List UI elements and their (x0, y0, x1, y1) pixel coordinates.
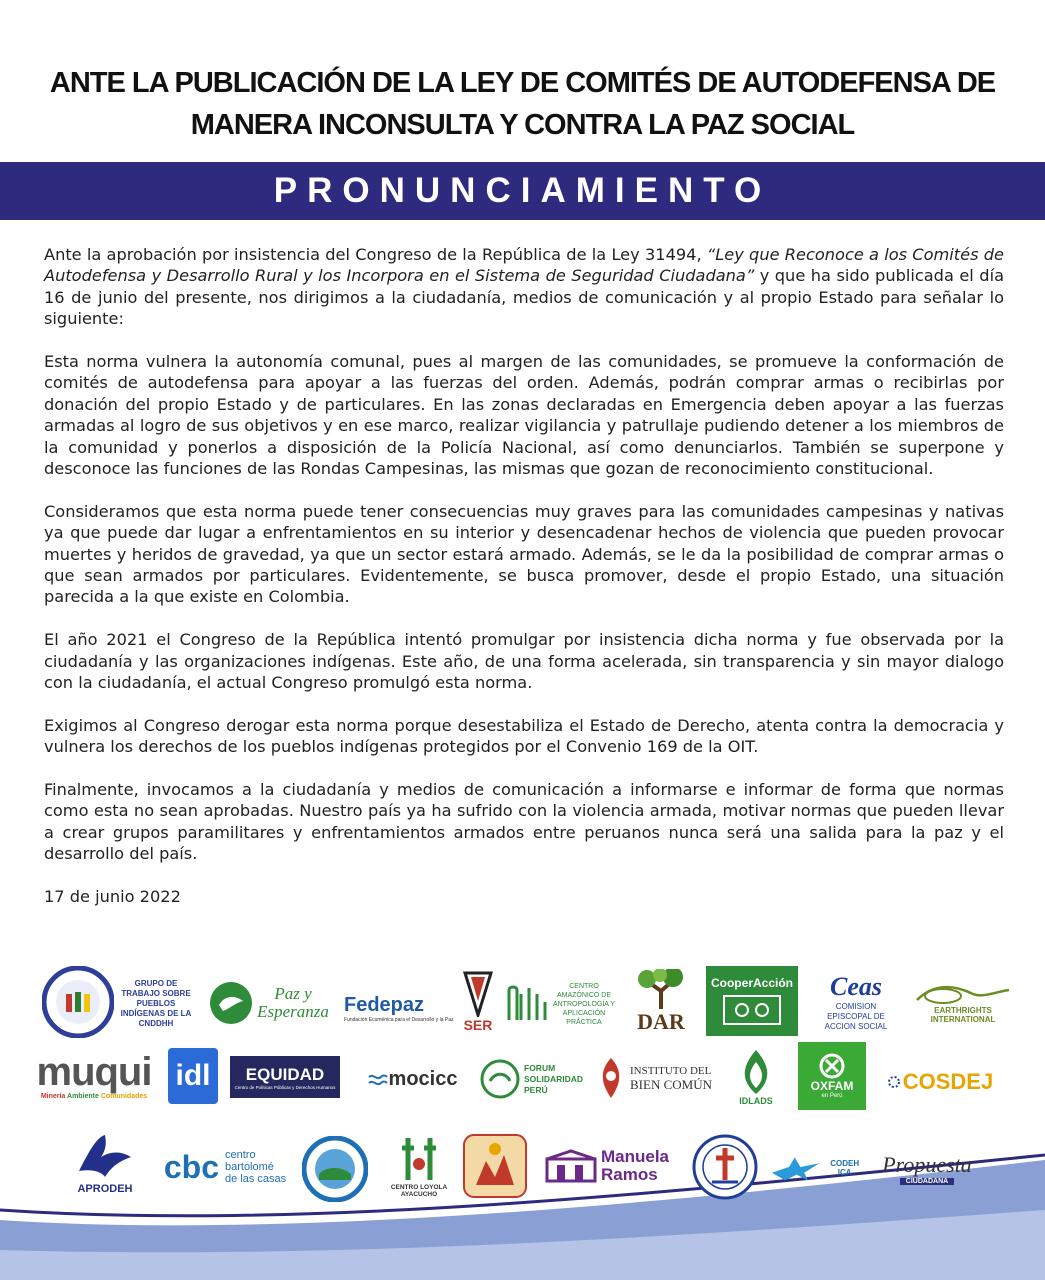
derechos-humanos-puno-seal (300, 1134, 370, 1204)
ceas-logo (810, 970, 902, 1034)
earthrights-text: EARTHRIGHTS INTERNATIONAL (930, 1006, 996, 1024)
ibc-line-2: BIEN COMÚN (630, 1077, 712, 1092)
muqui-ambiente: Ambiente (67, 1092, 99, 1100)
ceas-text: Ceas (830, 972, 882, 1001)
law-title: “Ley que Reconoce a los Comités de Autodefensa y Desarrollo Rural y los Incorpora en el Sistema de Seguridad Ciudadana” (44, 245, 1004, 286)
cooperaccion-text: CooperAcción (710, 976, 793, 990)
title-line-1: ANTE LA PUBLICACIÓN DE LA LEY DE COMITÉS DE AUTODEFENSA DE (49, 67, 996, 99)
grupo-trabajo-label (116, 978, 196, 1030)
document-title (40, 62, 1005, 146)
equidad-subtext: Centro de Políticas Públicas y Derechos Humanos (234, 1084, 336, 1090)
codeh-ica-logo (770, 1148, 866, 1188)
paragraph-5: Exigimos al Congreso derogar esta norma porque desestabiliza el Estado de Derecho, atenta contra la democracia y vulnera los derechos de los pueblos indígenas protegidos por el Convenio 169 de la OIT. (44, 715, 1004, 757)
comision-justicia-social-seal (690, 1132, 760, 1202)
loyola-line-2: AYACUCHO (400, 1191, 438, 1198)
grupo-trabajo-text: GRUPO DE TRABAJO SOBRE PUEBLOS INDÍGENAS DE LA CNDDHH (120, 979, 192, 1028)
loyola-line-1: CENTRO LOYOLA (390, 1184, 448, 1191)
caaap-logo (502, 974, 622, 1034)
muqui-text: muqui (36, 1049, 152, 1094)
idl-text: idl (175, 1059, 211, 1092)
propuesta-text: Propuesta (882, 1151, 972, 1177)
paragraph-1-intro: Ante la aprobación por insistencia del Congreso de la República de la Ley 31494, (44, 245, 707, 264)
ibc-line-1: INSTITUTO DEL (630, 1065, 712, 1077)
oxfam-text: OXFAM (810, 1079, 854, 1093)
cbc-line-2: bartolomé (224, 1161, 274, 1173)
ramos-text: Ramos (600, 1165, 658, 1184)
cbc-line-3: de las casas (224, 1173, 287, 1185)
title-line-2: MANERA INCONSULTA Y CONTRA LA PAZ SOCIAL (190, 109, 855, 141)
manuela-text: Manuela (600, 1147, 670, 1166)
oxfam-logo (798, 1042, 866, 1110)
derechos-humanos-frente-logo (460, 1132, 530, 1200)
equidad-text: EQUIDAD (245, 1064, 325, 1084)
paz-y-text: Paz y (274, 984, 312, 1003)
earthrights-logo (908, 982, 1018, 1026)
ceas-subtext: COMISION EPISCOPAL DE ACCION SOCIAL (824, 1002, 888, 1031)
dar-text: DAR (637, 1009, 685, 1034)
document-body (44, 244, 1004, 908)
paragraph-6: Finalmente, invocamos a la ciudadanía y medios de comunicación a informarse e informar de forma que normas como esta no sean aprobadas. Nuestro país ya ha sufrido con la violencia armada, motivar normas que pueden llevar a crear grupos paramilitares y enfrentamientos armados entre peruanos nunca será una salida para la paz y el desarrollo del país. (44, 780, 1004, 864)
aprodeh-text: APRODEH (77, 1183, 133, 1195)
cbc-logo (154, 1144, 296, 1190)
cbc-line-1: centro (224, 1149, 256, 1161)
cosdej-logo (880, 1064, 1000, 1100)
paz-y-esperanza-logo (200, 978, 338, 1028)
muqui-mineria: Minería (40, 1092, 66, 1100)
fedepaz-subtext: Fundación Ecuménica para el Desarrollo y la Paz (344, 1016, 454, 1023)
cnddhh-seal-logo (42, 966, 114, 1038)
caaap-text: CENTRO AMAZÓNICO DE ANTROPOLOGÍA Y APLICACIÓN PRÁCTICA (552, 982, 616, 1026)
paragraph-4: El año 2021 el Congreso de la República intentó promulgar por insistencia dicha norma y fue observada por la ciudadanía y las organizaciones indígenas. Este año, de una forma acelerada, sin transparencia y sin mayor dialogo con la ciudadanía, el actual Congreso promulgó esta norma. (44, 630, 1004, 693)
organizations-logos (0, 960, 1045, 1210)
paragraph-2: Esta norma vulnera la autonomía comunal, pues al margen de las comunidades, se promueve la conformación de comités de autodefensa para apoyar a las fuerzas del orden. Además, podrán comprar armas o recibirlas por donación del propio Estado y de particulares. En las zonas declaradas en Emergencia deben apoyar a las fuerzas armadas al logro de sus objetivos y en ese marco, realizar vigilancia y patrullaje pudiendo detener a los miembros de la comunidad y ponerlos a disposición de la Policía Nacional, así como denunciarlos. También se superpone y desconoce las funciones de las Rondas Campesinas, las mismas que gozan de reconocimiento constitucional. (44, 352, 1004, 479)
cooperaccion-logo (706, 966, 798, 1036)
aprodeh-logo (62, 1126, 148, 1200)
paragraph-1 (44, 244, 1004, 330)
mocicc-text: mocicc (388, 1067, 458, 1090)
equidad-logo (230, 1056, 340, 1098)
cosdej-text: COSDEJ (902, 1069, 994, 1094)
paragraph-3: Consideramos que esta norma puede tener consecuencias muy graves para las comunidades campesinas y nativas ya que puede dar lugar a enfrentamientos en su interior y desencadenar hechos de violencia que pueden provocar muertes y heridos de gravedad, ya que un sector estará armado. Además, se le da la posibilidad de comprar armas o que sean armados por particulares. Evidentemente, se busca promover, desde el propio Estado, una situación parecida a la que existe en Colombia. (44, 501, 1004, 607)
document-date: 17 de junio 2022 (44, 887, 181, 907)
cbc-text: cbc (163, 1148, 219, 1185)
forum-solidaridad-logo (478, 1056, 588, 1102)
paragraph-1-rest: y que ha sido publicada el día 16 de junio del presente, nos dirigimos a la ciudadanía, medios de comunicación y al propio Estado para señalar lo siguiente: (44, 266, 1004, 329)
propuesta-subtext: CIUDADANA (900, 1178, 954, 1185)
idl-logo (168, 1048, 218, 1104)
pronunciamiento-banner (0, 162, 1045, 220)
muqui-comunidades: Comunidades (100, 1092, 148, 1100)
banner-text: PRONUNCIAMIENTO (273, 171, 772, 210)
fedepaz-text: Fedepaz (344, 993, 425, 1016)
fedepaz-logo (344, 986, 454, 1030)
instituto-bien-comun-logo (596, 1054, 712, 1102)
esperanza-text: Esperanza (257, 1002, 329, 1021)
codeh-text: CODEH ICA (830, 1159, 860, 1177)
oxfam-subtext: en Perú (821, 1093, 843, 1099)
manuela-ramos-logo (540, 1144, 674, 1188)
forum-text: FORUM SOLIDARIDAD PERÚ (524, 1062, 584, 1095)
idlads-text: IDLADS (739, 1096, 773, 1106)
ser-logo (460, 966, 496, 1038)
idlads-logo (728, 1044, 784, 1110)
ser-text: SER (463, 1017, 493, 1033)
centro-loyola-logo (384, 1126, 454, 1206)
dar-logo (626, 966, 696, 1038)
muqui-logo (34, 1042, 154, 1108)
propuesta-ciudadana-logo (872, 1146, 982, 1190)
mocicc-logo (354, 1062, 470, 1096)
